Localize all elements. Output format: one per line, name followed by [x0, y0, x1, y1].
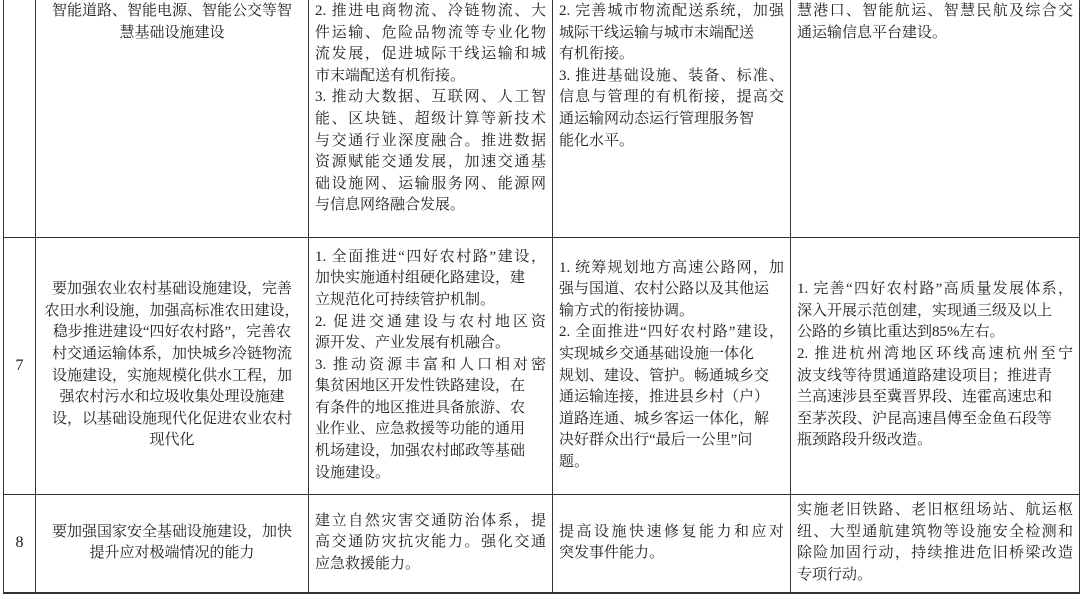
text-line: 2. 全面推进“四好农村路”建设，	[559, 324, 784, 341]
text-line: 农田水利设施，加强高标准农田建设，	[44, 302, 300, 319]
text-line: 与信息网络融合发展。	[315, 197, 466, 214]
text-line: 通运输连接，推进县乡村（户）	[559, 389, 770, 406]
text-line: 强与国道、农村公路以及其他运	[559, 281, 770, 298]
text-line: 实施老旧铁路、老旧枢纽场站、航运枢	[797, 502, 1073, 519]
measures-b-cell	[553, 494, 791, 593]
row-number	[4, 0, 36, 237]
text-line: 波支线等待贯通道路建设项目；推进青	[797, 367, 1053, 384]
text-line: 城际干线运输与城市末端配送	[559, 24, 755, 41]
text-line: 深入开展示范创建，实现通三级及以上	[797, 302, 1053, 319]
text-line: 提升应对极端情况的能力	[89, 545, 255, 562]
text-line: 现代化	[149, 432, 195, 449]
text-line: 应急救援能力。	[315, 556, 421, 573]
text-line: 纽、大型通航建筑物等设施安全检测和	[797, 523, 1073, 540]
text-line: 件运输、危险品物流等专业化物	[315, 24, 546, 41]
text-line: 智能道路、智能电源、智能公交等智	[51, 3, 292, 19]
text-line: 2. 完善城市物流配送系统，加强	[559, 3, 784, 19]
text-line: 加快实施通村组硬化路建设，建	[315, 270, 526, 287]
table-row	[4, 494, 1080, 593]
text-line: 除险加固行动，持续推进危旧桥梁改造	[797, 545, 1073, 562]
text-line: 稳步推进建设“四好农村路”，完善农	[52, 324, 292, 341]
requirement-cell	[36, 0, 309, 237]
row-number: 7	[4, 237, 36, 494]
measures-b-cell	[553, 237, 791, 494]
text-line: 决好群众出行“最后一公里”问	[559, 432, 753, 449]
text-line: 道路连通、城乡客运一体化，解	[559, 410, 770, 427]
text-line: 机场建设，加强农村邮政等基础	[315, 443, 526, 460]
text-line: 能、区块链、超级计算等新技术	[315, 110, 546, 127]
text-line: 业作业、应急救援等功能的通用	[315, 421, 526, 438]
infrastructure-table	[3, 0, 1080, 594]
measures-b-cell	[553, 0, 791, 237]
text-line: 市末端配送有机衔接。	[315, 67, 466, 84]
text-line: 设施建设，实施规模化供水工程，加	[51, 367, 292, 384]
text-line: 2. 推进杭州湾地区环线高速杭州至宁	[797, 345, 1073, 362]
measures-a-cell	[309, 494, 553, 593]
measures-a-cell	[309, 0, 553, 237]
text-line: 1. 全面推进“四好农村路”建设，	[315, 248, 546, 265]
text-line: 与交通行业深度融合。推进数据	[315, 132, 546, 149]
table-row	[4, 237, 1080, 494]
tasks-cell	[791, 0, 1080, 237]
text-line: 资源赋能交通发展，加速交通基	[315, 154, 546, 171]
text-line: 立规范化可持续管护机制。	[315, 291, 496, 308]
text-line: 村交通运输体系，加快城乡冷链物流	[51, 345, 292, 362]
text-line: 建立自然灾害交通防治体系，提	[315, 512, 546, 529]
table-row	[4, 0, 1080, 237]
text-line: 提高设施快速修复能力和应对	[559, 523, 784, 540]
text-line: 础设施网、运输服务网、能源网	[315, 175, 546, 192]
text-line: 通运输信息平台建设。	[797, 24, 948, 41]
text-line: 有条件的地区推进具备旅游、农	[315, 399, 526, 416]
text-line: 专项行动。	[797, 566, 873, 583]
text-line: 集贫困地区开发性铁路建设，在	[315, 378, 526, 395]
text-line: 设施建设。	[315, 464, 391, 481]
row-number: 8	[4, 494, 36, 593]
text-line: 题。	[559, 453, 590, 470]
text-line: 2. 推进电商物流、冷链物流、大	[315, 3, 546, 19]
text-line: 实现城乡交通基础设施一体化	[559, 345, 755, 362]
text-line: 高交通防灾抗灾能力。强化交通	[315, 534, 546, 551]
text-line: 慧基础设施建设	[119, 24, 225, 41]
text-line: 设，以基础设施现代化促进农业农村	[51, 410, 292, 427]
requirement-cell	[36, 494, 309, 593]
text-line: 流发展，促进城际干线运输和城	[315, 46, 546, 63]
text-line: 要加强农业农村基础设施建设，完善	[51, 281, 292, 298]
text-line: 瓶颈路段升级改造。	[797, 432, 933, 449]
text-line: 信息与管理的有机衔接，提高交	[559, 89, 784, 106]
text-line: 突发事件能力。	[559, 545, 665, 562]
text-line: 能化水平。	[559, 132, 635, 149]
text-line: 规划、建设、管护。畅通城乡交	[559, 367, 770, 384]
tasks-cell	[791, 494, 1080, 593]
tasks-cell	[791, 237, 1080, 494]
text-line: 有机衔接。	[559, 46, 635, 63]
text-line: 3. 推进基础设施、装备、标准、	[559, 67, 784, 84]
text-line: 至茅茨段、沪昆高速昌傅至金鱼石段等	[797, 410, 1053, 427]
text-line: 强农村污水和垃圾收集处理设施建	[59, 389, 285, 406]
requirement-cell	[36, 237, 309, 494]
text-line: 1. 统筹规划地方高速公路网，加	[559, 259, 784, 276]
text-line: 3. 推动大数据、互联网、人工智	[315, 89, 546, 106]
text-line: 通运输网动态运行管理服务智	[559, 110, 755, 127]
text-line: 要加强国家安全基础设施建设，加快	[51, 523, 292, 540]
text-line: 慧港口、智能航运、智慧民航及综合交	[797, 3, 1073, 19]
text-line: 公路的乡镇比重达到85%左右。	[797, 324, 1005, 341]
text-line: 2. 促进交通建设与农村地区资	[315, 313, 546, 330]
measures-a-cell	[309, 237, 553, 494]
text-line: 3. 推动资源丰富和人口相对密	[315, 356, 546, 373]
text-line: 源开发、产业发展有机融合。	[315, 335, 511, 352]
text-line: 兰高速涉县至冀晋界段、连霍高速忠和	[797, 389, 1053, 406]
text-line: 1. 完善“四好农村路”高质量发展体系，	[797, 281, 1073, 298]
text-line: 输方式的衔接协调。	[559, 302, 695, 319]
